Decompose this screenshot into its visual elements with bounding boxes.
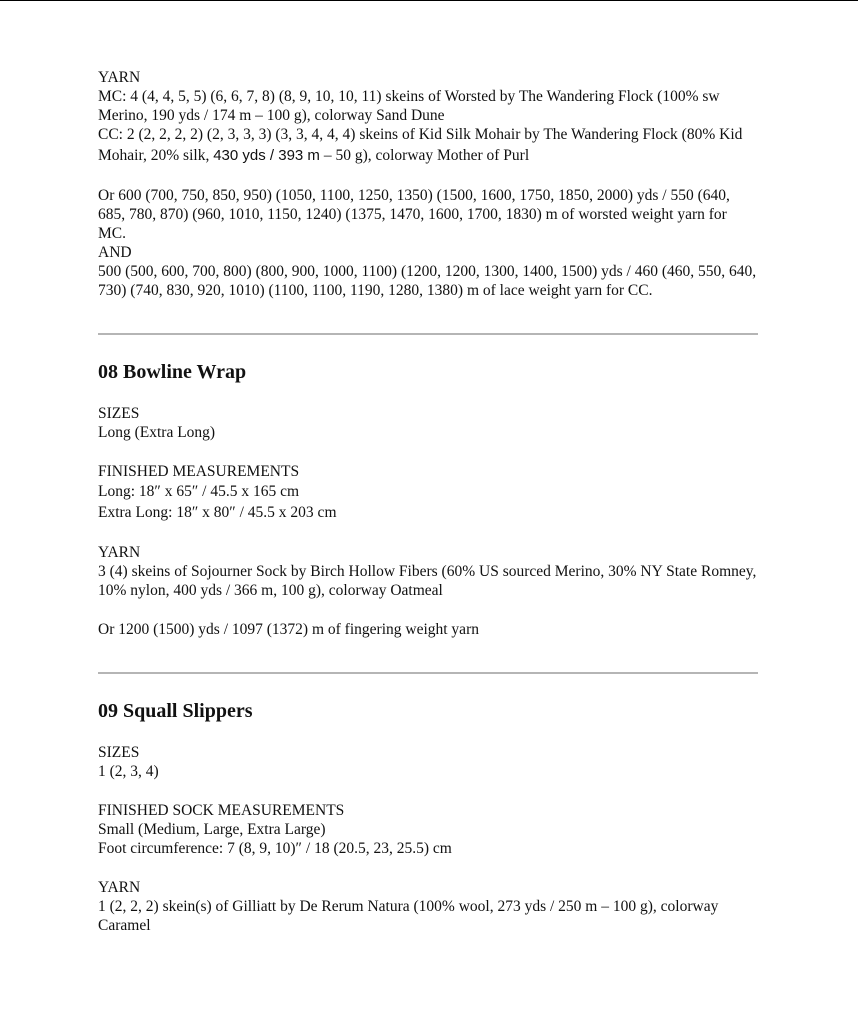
sizes-value: Long (Extra Long) — [98, 424, 216, 441]
section-07-alternatives — [98, 186, 760, 300]
measurement-extra-long: Extra Long: 18″ x 80″ / 45.5 x 203 cm — [98, 504, 337, 521]
or-line-1: Or 600 (700, 750, 850, 950) (1050, 1100, 1250, 1350) (1500, 1600, 1750, 1850, 2000) yds / 550 (640, — [98, 187, 730, 204]
section-09 — [98, 699, 760, 935]
measurement-sizes: Small (Medium, Large, Extra Large) — [98, 821, 326, 838]
section-08 — [98, 360, 760, 639]
measurement-long: Long: 18″ x 65″ / 45.5 x 165 cm — [98, 483, 300, 500]
section-09-title: 09 Squall Slippers — [98, 700, 253, 722]
sizes-value: 1 (2, 3, 4) — [98, 763, 159, 780]
or-line-3: MC. — [98, 225, 126, 242]
cc-line-1: CC: 2 (2, 2, 2, 2) (2, 3, 3, 3) (3, 3, 4, 4, 4) skeins of Kid Silk Mohair by The Wandering Flock (80% Kid — [98, 126, 743, 143]
yarn-line-2: 10% nylon, 400 yds / 366 m, 100 g), colorway Oatmeal — [98, 582, 443, 599]
yarn-heading: YARN — [98, 69, 141, 86]
yarn-heading: YARN — [98, 879, 141, 896]
cc-line-2 — [98, 144, 760, 167]
cc-line-2-b: 430 yds / 393 m — [213, 147, 320, 164]
yarn-line-2: Caramel — [98, 917, 151, 934]
section-07-yarn — [98, 68, 760, 167]
measurements-heading: FINISHED SOCK MEASUREMENTS — [98, 802, 345, 819]
or-line-2: 685, 780, 870) (960, 1010, 1150, 1240) (1375, 1470, 1600, 1700, 1830) m of worsted weight yarn for — [98, 206, 727, 223]
top-border — [0, 0, 858, 1]
lace-line-2: 730) (740, 830, 920, 1010) (1100, 1100, 1190, 1280, 1380) m of lace weight yarn for CC. — [98, 282, 653, 299]
and-line: AND — [98, 244, 132, 261]
lace-line-1: 500 (500, 600, 700, 800) (800, 900, 1000, 1100) (1200, 1200, 1300, 1400, 1500) yds / 460 (460, 550, 640, — [98, 263, 757, 280]
section-08-title: 08 Bowline Wrap — [98, 361, 247, 383]
mc-line-1: MC: 4 (4, 4, 5, 5) (6, 6, 7, 8) (8, 9, 10, 10, 11) skeins of Worsted by The Wandering Flock (100% sw — [98, 88, 720, 105]
alternative-yarn-line: Or 1200 (1500) yds / 1097 (1372) m of fingering weight yarn — [98, 621, 479, 638]
yarn-line-1: 1 (2, 2, 2) skein(s) of Gilliatt by De Rerum Natura (100% wool, 273 yds / 250 m – 100 g), colorway — [98, 898, 719, 915]
cc-line-2-a: Mohair, 20% silk, — [98, 147, 214, 164]
sizes-heading: SIZES — [98, 405, 140, 422]
measurement-foot: Foot circumference: 7 (8, 9, 10)″ / 18 (20.5, 23, 25.5) cm — [98, 840, 452, 857]
yarn-heading: YARN — [98, 544, 141, 561]
sizes-heading: SIZES — [98, 744, 140, 761]
mc-line-2: Merino, 190 yds / 174 m – 100 g), colorway Sand Dune — [98, 107, 445, 124]
measurements-heading: FINISHED MEASUREMENTS — [98, 463, 300, 480]
cc-line-2-c: – 50 g), colorway Mother of Purl — [319, 147, 530, 164]
yarn-line-1: 3 (4) skeins of Sojourner Sock by Birch Hollow Fibers (60% US sourced Merino, 30% NY State Romney, — [98, 563, 757, 580]
document-page — [98, 68, 760, 935]
